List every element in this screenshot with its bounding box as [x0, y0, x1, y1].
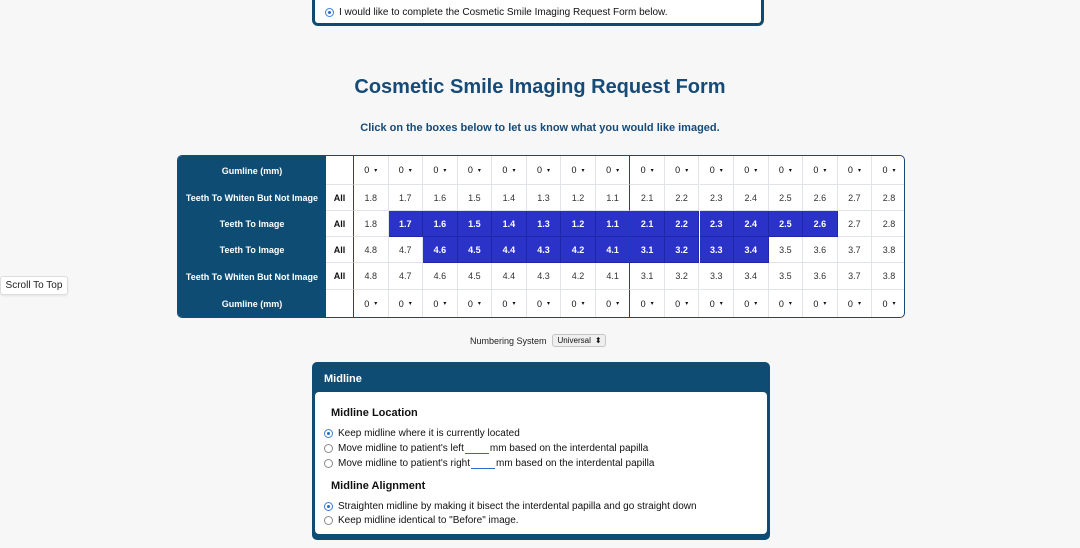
midline-alignment-label: Keep midline identical to "Before" image.: [338, 515, 519, 526]
gumline-value: 0: [813, 165, 819, 175]
gumline-dropdown[interactable]: [423, 156, 458, 185]
caret-down-icon: ▾: [650, 167, 654, 174]
gumline-dropdown-display: [537, 299, 550, 309]
tooth-cell[interactable]: 3.5: [769, 237, 804, 263]
tooth-cell[interactable]: 4.1: [596, 263, 631, 290]
gumline-dropdown-display: [813, 165, 826, 175]
gumline-dropdown[interactable]: [354, 156, 389, 185]
tooth-cell[interactable]: 1.5: [458, 185, 493, 211]
tooth-cell[interactable]: 3.4: [734, 263, 769, 290]
tooth-cell[interactable]: 1.2: [561, 211, 596, 237]
grid-row-label: Teeth To Image: [178, 237, 326, 263]
gumline-value: 0: [606, 298, 612, 309]
gumline-dropdown[interactable]: [700, 290, 735, 318]
tooth-cell[interactable]: 2.2: [665, 211, 700, 237]
midline-location-label: Move midline to patient's left: [338, 443, 464, 454]
numbering-system: [470, 334, 606, 347]
grid-empty-cell: [326, 290, 354, 318]
gumline-dropdown[interactable]: [630, 156, 665, 185]
gumline-dropdown-display: [606, 165, 619, 175]
gumline-dropdown-display: [572, 165, 585, 175]
midline-alignment-radio[interactable]: [324, 516, 333, 525]
midline-location-radio[interactable]: [324, 429, 333, 438]
tooth-cell[interactable]: 1.8: [354, 185, 389, 211]
gumline-dropdown[interactable]: [389, 156, 424, 185]
tooth-cell[interactable]: 1.2: [561, 185, 596, 211]
midline-location-label: Move midline to patient's right: [338, 458, 470, 469]
gumline-value: 0: [744, 298, 750, 309]
tooth-cell[interactable]: 3.3: [700, 263, 735, 290]
gumline-dropdown-display: [675, 299, 688, 309]
gumline-dropdown[interactable]: [561, 290, 596, 318]
gumline-value: 0: [467, 165, 473, 175]
gumline-value: 0: [709, 165, 715, 175]
gumline-dropdown[interactable]: [561, 156, 596, 185]
caret-down-icon: ▾: [477, 301, 481, 307]
gumline-dropdown-display: [364, 299, 377, 309]
select-arrows-icon: ⬍: [594, 336, 602, 345]
tooth-cell[interactable]: 3.6: [803, 237, 838, 263]
caret-down-icon: ▾: [754, 167, 758, 174]
tooth-cell[interactable]: 4.1: [596, 237, 631, 263]
tooth-cell[interactable]: 1.1: [596, 185, 631, 211]
tooth-cell[interactable]: 1.3: [527, 211, 562, 237]
gumline-value: 0: [433, 165, 439, 175]
caret-down-icon: ▾: [547, 301, 551, 307]
gumline-dropdown-display: [882, 299, 895, 309]
gumline-dropdown[interactable]: [838, 290, 873, 318]
gumline-value: 0: [640, 165, 646, 175]
tooth-cell[interactable]: 1.3: [527, 185, 562, 211]
tooth-cell[interactable]: 3.7: [838, 237, 873, 263]
caret-down-icon: ▾: [650, 301, 654, 307]
gumline-value: 0: [882, 165, 888, 175]
gumline-dropdown-display: [813, 299, 826, 309]
tooth-cell[interactable]: 1.7: [389, 185, 424, 211]
caret-down-icon: ▾: [823, 167, 827, 174]
complete-form-label: I would like to complete the Cosmetic Smile Imaging Request Form below.: [339, 7, 668, 18]
gumline-value: 0: [398, 165, 404, 175]
tooth-cell[interactable]: 3.2: [665, 263, 700, 290]
tooth-cell[interactable]: 3.8: [872, 237, 905, 263]
tooth-cell[interactable]: 3.3: [700, 237, 735, 263]
tooth-cell[interactable]: 4.4: [492, 263, 527, 290]
caret-down-icon: ▾: [408, 167, 412, 174]
caret-down-icon: ▾: [547, 167, 551, 174]
gumline-dropdown-display: [710, 299, 723, 309]
tooth-cell[interactable]: 3.5: [769, 263, 804, 290]
tooth-cell[interactable]: 4.2: [561, 263, 596, 290]
gumline-value: 0: [640, 298, 646, 309]
tooth-cell[interactable]: 4.3: [527, 263, 562, 290]
tooth-cell[interactable]: 1.7: [389, 211, 424, 237]
midline-location-radio[interactable]: [324, 459, 333, 468]
gumline-value: 0: [709, 298, 715, 309]
gumline-dropdown[interactable]: [389, 290, 424, 318]
gumline-dropdown-display: [848, 299, 861, 309]
caret-down-icon: ▾: [892, 167, 896, 174]
caret-down-icon: ▾: [512, 167, 516, 174]
tooth-cell[interactable]: 1.1: [596, 211, 631, 237]
gumline-value: 0: [364, 298, 370, 309]
midline-alignment-option[interactable]: [324, 501, 697, 512]
gumline-value: 0: [571, 298, 577, 309]
grid-row-label: Gumline (mm): [178, 290, 326, 318]
gumline-dropdown[interactable]: [492, 290, 527, 318]
tooth-cell[interactable]: 2.1: [630, 185, 665, 211]
intro-card: [312, 0, 764, 26]
gumline-dropdown[interactable]: [492, 156, 527, 185]
gumline-value: 0: [467, 298, 473, 309]
caret-down-icon: ▾: [823, 301, 827, 307]
grid-row: [178, 156, 905, 185]
gumline-dropdown[interactable]: [872, 156, 905, 185]
tooth-cell[interactable]: 2.6: [803, 211, 838, 237]
gumline-dropdown-display: [468, 299, 481, 309]
caret-down-icon: ▾: [443, 167, 447, 174]
tooth-cell[interactable]: 4.6: [423, 263, 458, 290]
midline-alignment-label: Straighten midline by making it bisect the interdental papilla and go straight down: [338, 501, 697, 512]
grid-row-label: Teeth To Whiten But Not Image: [178, 263, 326, 290]
gumline-dropdown[interactable]: [527, 290, 562, 318]
gumline-dropdown[interactable]: [354, 290, 389, 318]
caret-down-icon: ▾: [788, 167, 792, 174]
tooth-cell[interactable]: 2.5: [769, 211, 804, 237]
midline-header: Midline: [324, 372, 362, 385]
gumline-value: 0: [847, 165, 853, 175]
grid-row: [178, 211, 905, 237]
midline-location-suffix: mm based on the interdental papilla: [489, 443, 649, 454]
gumline-dropdown[interactable]: [734, 290, 769, 318]
gumline-dropdown-display: [399, 165, 412, 175]
gumline-value: 0: [433, 298, 439, 309]
midline-mm-input[interactable]: [465, 444, 489, 454]
page-subtitle: Click on the boxes below to let us know what you would like imaged.: [360, 122, 720, 134]
scroll-to-top-button[interactable]: Scroll To Top: [0, 276, 68, 295]
numbering-system-select[interactable]: [552, 334, 606, 347]
tooth-cell[interactable]: 2.3: [700, 211, 735, 237]
caret-down-icon: ▾: [581, 167, 585, 174]
gumline-dropdown-display: [399, 299, 412, 309]
tooth-cell[interactable]: 2.6: [803, 185, 838, 211]
grid-row: [178, 237, 905, 263]
tooth-cell[interactable]: 3.1: [630, 263, 665, 290]
gumline-value: 0: [744, 165, 750, 175]
gumline-dropdown[interactable]: [769, 156, 804, 185]
grid-row-label: Gumline (mm): [178, 156, 326, 185]
gumline-dropdown[interactable]: [458, 290, 493, 318]
tooth-cell[interactable]: 2.4: [734, 185, 769, 211]
tooth-cell[interactable]: 4.6: [423, 237, 458, 263]
gumline-dropdown[interactable]: [838, 156, 873, 185]
caret-down-icon: ▾: [443, 301, 447, 307]
tooth-cell[interactable]: 3.6: [803, 263, 838, 290]
grid-row: [178, 263, 905, 290]
gumline-value: 0: [778, 298, 784, 309]
tooth-cell[interactable]: 1.8: [354, 211, 389, 237]
gumline-dropdown-display: [641, 299, 654, 309]
caret-down-icon: ▾: [374, 301, 378, 307]
gumline-dropdown[interactable]: [769, 290, 804, 318]
tooth-cell[interactable]: 1.4: [492, 185, 527, 211]
tooth-cell[interactable]: 2.7: [838, 185, 873, 211]
gumline-dropdown[interactable]: [803, 290, 838, 318]
gumline-value: 0: [398, 298, 404, 309]
gumline-dropdown-display: [433, 165, 446, 175]
gumline-dropdown[interactable]: [665, 290, 700, 318]
caret-down-icon: ▾: [754, 301, 758, 307]
select-all-button[interactable]: All: [326, 185, 354, 211]
caret-down-icon: ▾: [719, 301, 723, 307]
gumline-dropdown-display: [572, 299, 585, 309]
tooth-cell[interactable]: 2.2: [665, 185, 700, 211]
tooth-cell[interactable]: 3.2: [665, 237, 700, 263]
grid-row-label: Teeth To Whiten But Not Image: [178, 185, 326, 211]
tooth-cell[interactable]: 2.8: [872, 211, 905, 237]
tooth-cell[interactable]: 3.7: [838, 263, 873, 290]
tooth-cell[interactable]: 1.6: [423, 185, 458, 211]
gumline-value: 0: [675, 165, 681, 175]
gumline-value: 0: [606, 165, 612, 175]
gumline-value: 0: [502, 165, 508, 175]
tooth-cell[interactable]: 2.1: [630, 211, 665, 237]
midline-alignment-radio[interactable]: [324, 502, 333, 511]
gumline-value: 0: [778, 165, 784, 175]
tooth-cell[interactable]: 4.8: [354, 237, 389, 263]
midline-body: [315, 392, 767, 534]
gumline-dropdown-display: [848, 165, 861, 175]
caret-down-icon: ▾: [857, 301, 861, 307]
tooth-cell[interactable]: 2.7: [838, 211, 873, 237]
tooth-cell[interactable]: 4.3: [527, 237, 562, 263]
tooth-selection-grid: [177, 155, 905, 318]
grid-row: [178, 290, 905, 318]
gumline-dropdown-display: [744, 165, 757, 175]
gumline-dropdown[interactable]: [734, 156, 769, 185]
gumline-dropdown-display: [779, 165, 792, 175]
midline-location-title: Midline Location: [331, 407, 418, 419]
tooth-cell[interactable]: 4.5: [458, 237, 493, 263]
page-title: Cosmetic Smile Imaging Request Form: [354, 76, 726, 98]
tooth-cell[interactable]: 4.5: [458, 263, 493, 290]
grid-row: [178, 185, 905, 211]
caret-down-icon: ▾: [788, 301, 792, 307]
caret-down-icon: ▾: [408, 301, 412, 307]
gumline-dropdown[interactable]: [630, 290, 665, 318]
tooth-cell[interactable]: 1.4: [492, 211, 527, 237]
tooth-cell[interactable]: 4.2: [561, 237, 596, 263]
gumline-dropdown-display: [710, 165, 723, 175]
tooth-cell[interactable]: 4.8: [354, 263, 389, 290]
midline-alignment-option[interactable]: [324, 515, 519, 526]
gumline-value: 0: [675, 298, 681, 309]
caret-down-icon: ▾: [685, 167, 689, 174]
tooth-cell[interactable]: 3.8: [872, 263, 905, 290]
gumline-dropdown-display: [433, 299, 446, 309]
tooth-cell[interactable]: 3.1: [630, 237, 665, 263]
gumline-dropdown-display: [606, 299, 619, 309]
caret-down-icon: ▾: [581, 301, 585, 307]
gumline-value: 0: [813, 298, 819, 309]
gumline-dropdown-display: [468, 165, 481, 175]
midline-location-radio[interactable]: [324, 444, 333, 453]
caret-down-icon: ▾: [477, 167, 481, 174]
gumline-value: 0: [571, 165, 577, 175]
tooth-cell[interactable]: 4.7: [389, 237, 424, 263]
tooth-cell[interactable]: 2.4: [734, 211, 769, 237]
gumline-dropdown[interactable]: [458, 156, 493, 185]
midline-location-option[interactable]: [324, 428, 520, 439]
midline-location-suffix: mm based on the interdental papilla: [495, 458, 655, 469]
caret-down-icon: ▾: [374, 167, 378, 174]
midline-alignment-title: Midline Alignment: [331, 480, 426, 492]
gumline-value: 0: [364, 165, 370, 175]
caret-down-icon: ▾: [616, 301, 620, 307]
tooth-cell[interactable]: 2.3: [700, 185, 735, 211]
gumline-dropdown-display: [364, 165, 377, 175]
gumline-value: 0: [536, 298, 542, 309]
tooth-cell[interactable]: 2.5: [769, 185, 804, 211]
gumline-dropdown-display: [502, 165, 515, 175]
gumline-dropdown[interactable]: [596, 156, 631, 185]
caret-down-icon: ▾: [512, 301, 516, 307]
gumline-value: 0: [502, 298, 508, 309]
gumline-dropdown[interactable]: [700, 156, 735, 185]
complete-form-radio[interactable]: [325, 8, 334, 17]
numbering-system-value: Universal: [557, 336, 591, 345]
tooth-cell[interactable]: 4.4: [492, 237, 527, 263]
complete-form-option[interactable]: [325, 7, 667, 18]
tooth-cell[interactable]: 1.6: [423, 211, 458, 237]
gumline-value: 0: [882, 298, 888, 309]
midline-location-option[interactable]: [324, 458, 654, 469]
select-all-button[interactable]: All: [326, 237, 354, 263]
gumline-dropdown-display: [675, 165, 688, 175]
gumline-dropdown-display: [744, 299, 757, 309]
gumline-dropdown[interactable]: [527, 156, 562, 185]
gumline-dropdown[interactable]: [872, 290, 905, 318]
gumline-dropdown-display: [779, 299, 792, 309]
gumline-dropdown-display: [502, 299, 515, 309]
gumline-dropdown[interactable]: [596, 290, 631, 318]
caret-down-icon: ▾: [892, 301, 896, 307]
gumline-dropdown[interactable]: [423, 290, 458, 318]
tooth-cell[interactable]: 1.5: [458, 211, 493, 237]
grid-empty-cell: [326, 156, 354, 185]
gumline-dropdown-display: [641, 165, 654, 175]
tooth-cell[interactable]: 2.8: [872, 185, 905, 211]
gumline-value: 0: [847, 298, 853, 309]
gumline-dropdown[interactable]: [665, 156, 700, 185]
grid-row-label: Teeth To Image: [178, 211, 326, 237]
midline-panel: [312, 362, 770, 540]
midline-location-label: Keep midline where it is currently located: [338, 428, 520, 439]
numbering-system-label: Numbering System: [470, 335, 547, 346]
caret-down-icon: ▾: [616, 167, 620, 174]
midline-mm-input[interactable]: [471, 459, 495, 469]
gumline-value: 0: [536, 165, 542, 175]
gumline-dropdown-display: [537, 165, 550, 175]
tooth-cell[interactable]: 4.7: [389, 263, 424, 290]
gumline-dropdown-display: [882, 165, 895, 175]
caret-down-icon: ▾: [685, 301, 689, 307]
tooth-cell[interactable]: 3.4: [734, 237, 769, 263]
caret-down-icon: ▾: [719, 167, 723, 174]
select-all-button[interactable]: All: [326, 211, 354, 237]
midline-location-option[interactable]: [324, 443, 648, 454]
gumline-dropdown[interactable]: [803, 156, 838, 185]
select-all-button[interactable]: All: [326, 263, 354, 290]
caret-down-icon: ▾: [857, 167, 861, 174]
